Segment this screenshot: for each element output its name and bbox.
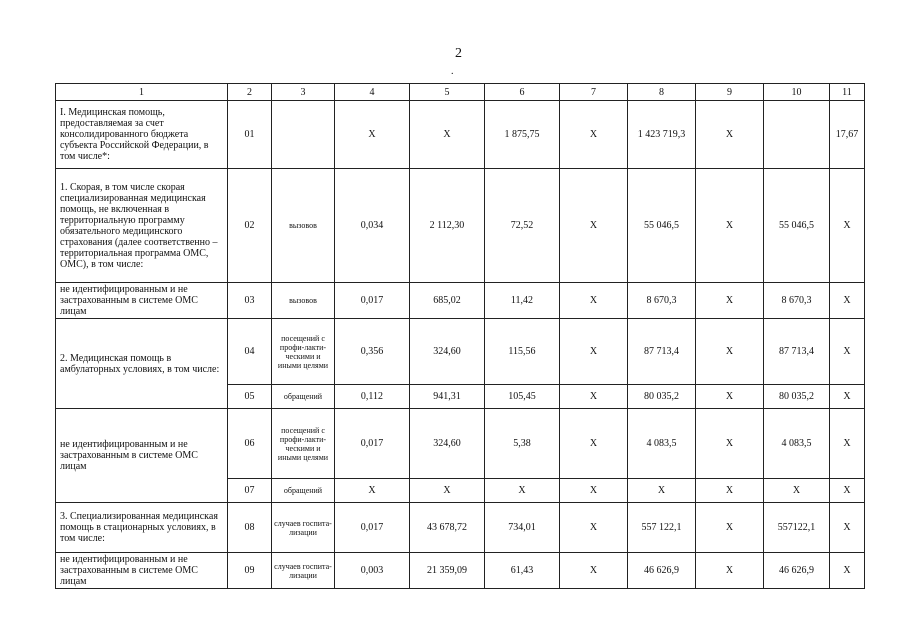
cell: X [696, 319, 764, 385]
header-cell: 10 [764, 84, 830, 101]
header-cell: 9 [696, 84, 764, 101]
cell: 105,45 [485, 385, 560, 409]
header-cell: 6 [485, 84, 560, 101]
row-code: 02 [228, 169, 272, 283]
cell: X [485, 479, 560, 503]
cell: 685,02 [410, 283, 485, 319]
cell: 4 083,5 [628, 409, 696, 479]
header-row [56, 84, 865, 101]
table-row [56, 319, 865, 385]
row-code: 03 [228, 283, 272, 319]
cell: 61,43 [485, 553, 560, 589]
cell: X [560, 409, 628, 479]
cell: 557 122,1 [628, 503, 696, 553]
row-unit: вызовов [272, 169, 335, 283]
row-name: не идентифицированным и не застрахованным в системе ОМС лицам [56, 553, 228, 589]
row-unit: обращений [272, 385, 335, 409]
cell: X [830, 553, 865, 589]
table-row [56, 283, 865, 319]
row-name: не идентифицированным и не застрахованным в системе ОМС лицам [56, 283, 228, 319]
cell: 43 678,72 [410, 503, 485, 553]
cell: X [696, 169, 764, 283]
cell: 11,42 [485, 283, 560, 319]
header-cell: 8 [628, 84, 696, 101]
cell: 0,017 [335, 283, 410, 319]
cell: 734,01 [485, 503, 560, 553]
cell: 80 035,2 [628, 385, 696, 409]
cell: 80 035,2 [764, 385, 830, 409]
cell: X [410, 101, 485, 169]
header-cell: 11 [830, 84, 865, 101]
row-name: 3. Специализированная медицинская помощь в стационарных условиях, в том числе: [56, 503, 228, 553]
cell: X [830, 283, 865, 319]
cell: 324,60 [410, 319, 485, 385]
cell: 1 423 719,3 [628, 101, 696, 169]
row-code: 05 [228, 385, 272, 409]
header-cell: 3 [272, 84, 335, 101]
row-name: 1. Скорая, в том числе скорая специализированная медицинская помощь, не включенная в территориальную программу обязательного медицинского страхования (далее соответственно – территориальная программа ОМС, ОМС), в том числе: [56, 169, 228, 283]
header-cell: 4 [335, 84, 410, 101]
cell: X [628, 479, 696, 503]
cell: X [830, 409, 865, 479]
row-code: 08 [228, 503, 272, 553]
cell: X [764, 479, 830, 503]
cell: X [335, 101, 410, 169]
row-unit: случаев госпита-лизации [272, 503, 335, 553]
cell: X [830, 479, 865, 503]
table-row [56, 409, 865, 479]
cell: 55 046,5 [764, 169, 830, 283]
cell: 0,017 [335, 503, 410, 553]
cell: 1 875,75 [485, 101, 560, 169]
header-cell: 1 [56, 84, 228, 101]
cell: 0,112 [335, 385, 410, 409]
table-row [56, 553, 865, 589]
budget-table [55, 83, 865, 589]
cell: X [696, 479, 764, 503]
cell: 46 626,9 [764, 553, 830, 589]
cell: X [696, 101, 764, 169]
cell: X [560, 385, 628, 409]
table-row [56, 169, 865, 283]
cell: 8 670,3 [764, 283, 830, 319]
cell: 557122,1 [764, 503, 830, 553]
cell: 87 713,4 [764, 319, 830, 385]
cell: 324,60 [410, 409, 485, 479]
cell: 0,017 [335, 409, 410, 479]
cell: 2 112,30 [410, 169, 485, 283]
row-code: 04 [228, 319, 272, 385]
cell: 87 713,4 [628, 319, 696, 385]
page-number: 2 [455, 46, 462, 61]
cell: X [560, 479, 628, 503]
cell: 0,034 [335, 169, 410, 283]
table-row [56, 503, 865, 553]
cell: X [830, 385, 865, 409]
cell: X [560, 503, 628, 553]
cell: X [696, 385, 764, 409]
cell: X [410, 479, 485, 503]
cell: 55 046,5 [628, 169, 696, 283]
row-unit: вызовов [272, 283, 335, 319]
row-unit [272, 101, 335, 169]
cell: 941,31 [410, 385, 485, 409]
row-unit: случаев госпита-лизации [272, 553, 335, 589]
cell: 5,38 [485, 409, 560, 479]
cell: 115,56 [485, 319, 560, 385]
cell: 4 083,5 [764, 409, 830, 479]
cell: X [830, 503, 865, 553]
table-row [56, 101, 865, 169]
cell: 17,67 [830, 101, 865, 169]
row-unit: посещений с профи-лакти-ческими и иными целями [272, 319, 335, 385]
cell: X [560, 283, 628, 319]
cell: X [335, 479, 410, 503]
cell: X [696, 503, 764, 553]
cell: 8 670,3 [628, 283, 696, 319]
cell: X [830, 319, 865, 385]
row-unit: обращений [272, 479, 335, 503]
cell: 72,52 [485, 169, 560, 283]
cell: X [696, 409, 764, 479]
row-code: 09 [228, 553, 272, 589]
cell: 0,356 [335, 319, 410, 385]
row-name: I. Медицинская помощь, предоставляемая за счет консолидированного бюджета субъекта Российской Федерации, в том числе*: [56, 101, 228, 169]
cell: X [560, 319, 628, 385]
cell: X [696, 553, 764, 589]
cell [764, 101, 830, 169]
cell: X [560, 101, 628, 169]
cell: X [696, 283, 764, 319]
row-code: 06 [228, 409, 272, 479]
header-cell: 2 [228, 84, 272, 101]
cell: 46 626,9 [628, 553, 696, 589]
header-cell: 5 [410, 84, 485, 101]
cell: X [560, 553, 628, 589]
cell: X [560, 169, 628, 283]
row-code: 01 [228, 101, 272, 169]
cell: 21 359,09 [410, 553, 485, 589]
row-code: 07 [228, 479, 272, 503]
cell: 0,003 [335, 553, 410, 589]
row-name: 2. Медицинская помощь в амбулаторных условиях, в том числе: [56, 319, 228, 409]
header-cell: 7 [560, 84, 628, 101]
cell: X [830, 169, 865, 283]
page-mark: . [451, 66, 454, 77]
row-name: не идентифицированным и не застрахованным в системе ОМС лицам [56, 409, 228, 503]
row-unit: посещений с профи-лакти-ческими и иными целями [272, 409, 335, 479]
